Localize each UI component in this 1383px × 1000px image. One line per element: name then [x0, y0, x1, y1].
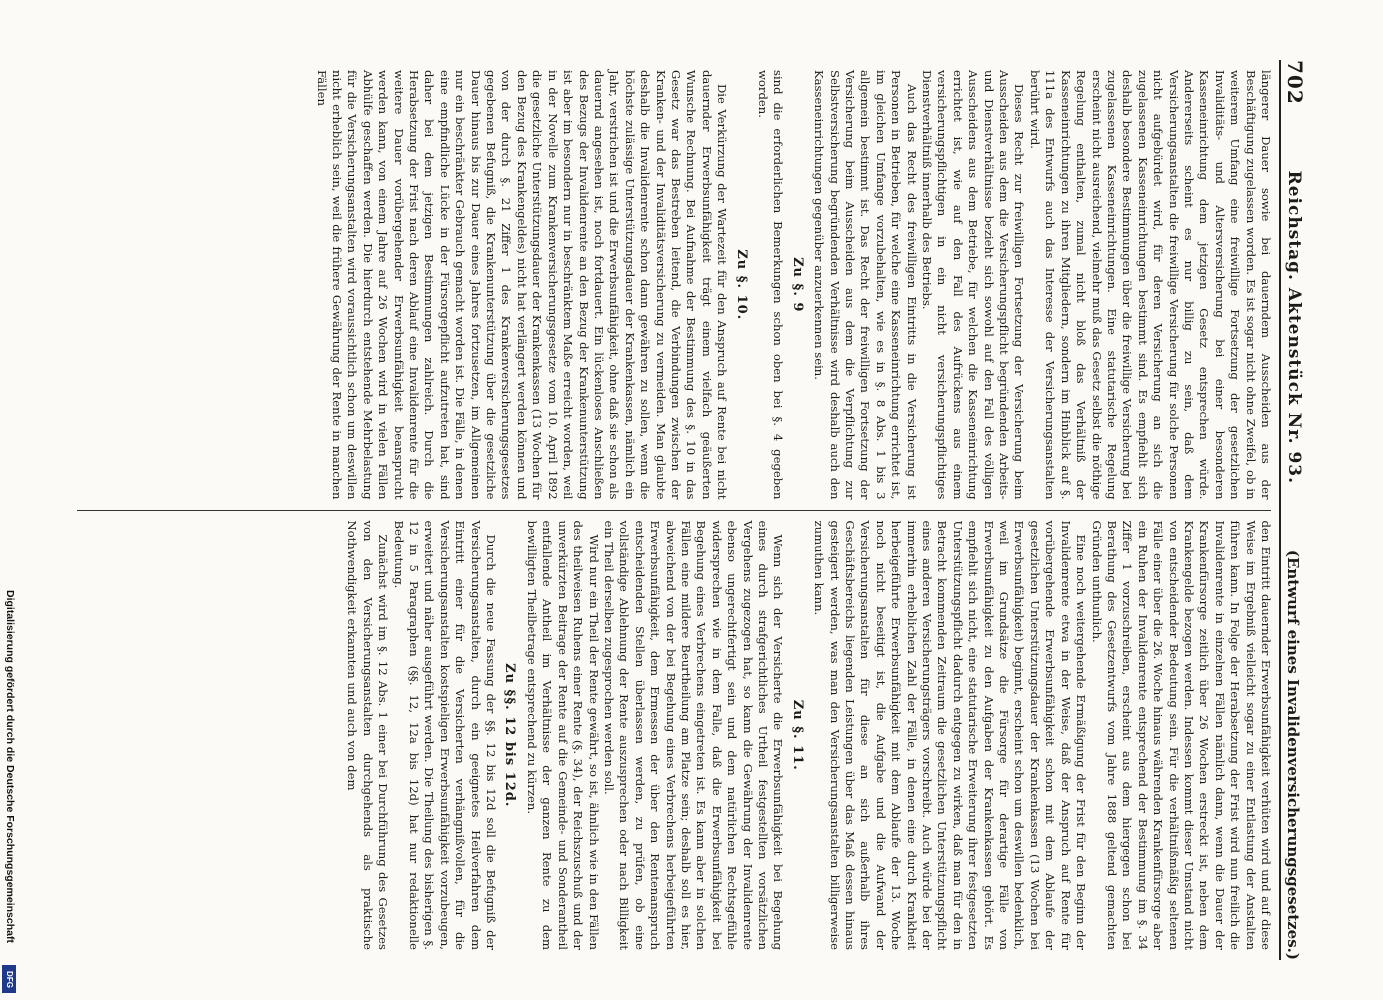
- page-subtitle: (Entwurf eines Invalidenversicherungsgesetzes.): [1284, 549, 1302, 960]
- paragraph: Wird nur ein Theil der Rente gewährt, so ist, ähnlich wie in den Fällen des theilweisen Ruhens einer Rente (§. 34), der Reichszuschuß und der unverkürzten Beitrage der Rente auf die Gemeinde- und Sonderantheil entfallende Antheil im Verhältnisse der ganzen Rente zu dem bewilligten Theilbetrage entsprechend zu kürzen.: [524, 520, 601, 950]
- paragraph: Auch das Recht des freiwilligen Eintritts in die Versicherung ist Personen in Betrieben, für welche eine Kasseneinrichtung errichtet ist, im gleichen Umfange vorzubehalten, wie es in §. 8 Abs. 1 bis 3 allgemein bestimmt ist. Das Recht der freiwilligen Fortsetzung der Versicherung beim Ausscheiden aus dem die Verpflichtung zur Selbstversicherung begründenden Verhältnisse wird deshalb auch den Kasseneinrichtungen gegenüber anzuerkennen sein.: [812, 70, 919, 500]
- paragraph: Durch die neue Fassung der §§. 12 bis 12d soll die Befugniß der Versicherungsanstalten, durch ein geeignetes Heilverfahren dem Eintritt einer für die Versicherten verhängnißvollen, für die Versicherungsanstalten kostspieligen Erwerbsunfähigkeit vorzubeugen, erweitert und näher ausgeführt werden. Die Theilung des bisherigen §. 12 in 5 Paragraphen (§§. 12, 12a bis 12d) hat nur redaktionelle Bedeutung.: [391, 520, 499, 950]
- paragraph: sind die erforderlichen Bemerkungen schon oben bei §. 4 gegeben worden.: [756, 70, 786, 500]
- page-title: Reichstag. Aktenstück Nr. 93.: [1284, 170, 1304, 485]
- section-heading: Zu §§. 12 bis 12d.: [502, 663, 518, 808]
- credit-text: Digitalisierung gefördert durch die Deutsche Forschungsgemeinschaft: [4, 590, 16, 943]
- document-page: [75, 60, 1315, 960]
- section-heading: Zu §. 11.: [789, 699, 805, 771]
- page-header: [1279, 60, 1315, 960]
- page-number: 702: [1283, 60, 1307, 105]
- section-heading: Zu §. 10.: [733, 249, 749, 321]
- paragraph: Dieses Recht zur freiwilligen Fortsetzung der Versicherung beim Ausscheiden aus dem die Versicherungspflicht begründenden Arbeits- und Dienstverhältnisse bezieht sich sowohl auf den Fall des völligen Ausscheidens aus dem Betriebe, für welchen die Kasseneinrichtung errichtet ist, wie auf den Fall des Aufrückens aus einem versicherungspflichtigen in ein nicht versicherungspflichtiges Dienstverhältniß innerhalb des Betriebs.: [920, 70, 1027, 500]
- digitization-credit: [2, 590, 16, 990]
- paragraph: Wenn sich der Versicherte die Erwerbsunfähigkeit bei Begehung eines durch strafgerichtliches Urtheil festgestellten vorsätzlichen Vergehens zugezogen hat, so kann die Gewährung der Invalidenrente ebenso ungerechtfertigt sein und dem natürlichen Rechtsgefühle widersprechen wie in dem Falle, daß die Erwerbsunfähigkeit bei Begehung eines Verbrechens eingetreten ist. Es kann aber in solchen Fällen eine mildere Beurtheilung am Platze sein; deshalb soll es hier, abweichend von der bei Begehung eines Verbrechens herbeigeführten Erwerbsunfähigkeit, dem Ermessen der über den Rentenanspruch entscheidenden Stellen überlassen werden, zu prüfen, ob eine vollständige Ablehnung der Rente auszusprechen oder nach Billigkeit ein Theil derselben zugesprochen werden soll.: [601, 520, 786, 950]
- right-column: [75, 511, 1273, 961]
- text-columns: [75, 60, 1273, 960]
- paragraph: Eine noch weitergehende Ermäßigung der Frist für den Beginn der Invalidenrente etwa in der Weise, daß der Anspruch auf Rente für vorübergehende Erwerbsunfähigkeit schon mit dem Ablaufe der gesetzlichen Unterstützungsdauer der Krankenkassen (13 Wochen bei Erwerbsunfähigkeit) beginnt, erscheint schon um deswillen bedenklich, weil im Grundsätze die Fürsorge für derartige Fälle von Erwerbsunfähigkeit zu den Aufgaben der Krankenkassen gehört. Es empfiehlt sich nicht, eine statutarische Erweiterung ihrer festgesetzten Unterstützungspflicht dadurch entgegen zu wirken, daß man für den in Betracht kommenden Zeitraum die gesetzlichen Unterstützungspflicht eines anderen Versicherungsträgers vorschreibt. Auch würde bei der immerhin erheblichen Zahl der Fälle, in denen eine durch Krankheit herbeigeführte Erwerbsunfähigkeit mit dem Ablaufe der 13. Woche noch nicht beseitigt ist, die Aufgabe und die Aufwand der Versicherungsanstalten für diese an sich außerhalb ihres Geschäftsbereichs liegenden Leistungen über das Maß dessen hinaus gesteigert werden, was man den Versicherungsanstalten billigerweise zumuthen kann.: [812, 520, 1089, 950]
- section-heading: Zu §. 9: [789, 257, 805, 313]
- dfg-logo-icon: [2, 965, 16, 993]
- paragraph: den Eintritt dauernder Erwerbsunfähigkeit verhüten wird und auf diese Weise im Ergebniß vielleicht sogar zu einer Entlastung der Anstalten führen kann. In Folge der Herabsetzung der Frist wird nun freilich die Invalidenrente in einzelnen Fällen nämlich dann, wenn die Dauer der Krankenfürsorge zeitlich über 26 Wochen erstreckt ist, neben dem Krankengelde bezogen werden. Indessen kommt dieser Umstand nicht von entscheidender Bedeutung sein. Für die verhältnißmäßig seltenen Fälle einer über die 26. Woche hinaus währenden Krankenfürsorge aber ein Ruhen der Invalidenrente entsprechend der Bestimmung im §. 34 Ziffer 1 vorzuschreiben, erscheint aus dem hiergegen schon bei Berathung des Gesetzentwurfs vom Jahre 1888 geltend gemachten Gründen unthunlich.: [1089, 520, 1273, 950]
- paragraph: Zunächst wird im §. 12 Abs. 1 einer bei Durchführung des Gesetzes von den Versicherungsanstalten durchgehends als praktische Nothwendigkeit erkannten und auch von dem: [345, 520, 391, 950]
- paragraph: Die Verkürzung der Wartezeit für den Anspruch auf Rente bei nicht dauernder Erwerbsunfähigkeit trägt einem vielfach geäußerten Wunsche Rechnung. Bei Aufnahme der Bestimmung des §. 10 in das Gesetz war das Bestreben leitend, die Verbindungen zwischen der Kranken- und der Invaliditätsversicherung zu vermeiden. Man glaubte deshalb die Invalidenrente schon dann gewähren zu sollen, wenn die höchste zulässige Unterstützungsdauer der Krankenkassen, nämlich ein Jahr, verstrichen ist und die Erwerbsunfähigkeit, ohne daß sie schon als dauernd angesehen ist, noch fortdauert. Ein lückenloses Anschließen des Bezugs der Invalidenrente an den Bezug der Krankenunterstützung ist aber im besondern nur in beschränktem Maße erreicht worden, weil in der Novelle zum Krankenversicherungsgesetze vom 10. April 1892 die gesetzliche Unterstützungsdauer der Krankenkassen (13 Wochen für den Bezug des Krankengeldes) nicht hat verlängert werden können und von der durch §. 21 Ziffer 1 des Krankenversicherungsgesetzes gegebenen Befugniß, die Krankenunterstützung über die gesetzliche Dauer hinaus bis zur Dauer eines Jahres fortzusetzen, im Allgemeinen nur ein beschränkter Gebrauch gemacht worden ist. Die Fälle, in denen eine empfindliche Lücke in der Fürsorgepflicht aufzutreten hat, sind daher bei dem jetzigen Bestimmungen zahlreich. Durch die Herabsetzung der Frist nach deren Ablauf eine Invalidenrente für die weitere Dauer vorübergehender Erwerbsunfähigkeit beansprucht werden kann, von einem Jahre auf 26 Wochen wird in vielen Fällen Abhülfe geschaffen werden. Die hierdurch entstehende Mehrbelastung für die Versicherungsanstalten wird voraussichtlich schon um deswillen nicht erheblich sein, weil die frühere Gewährung der Rente in manchen Fällen: [314, 70, 730, 500]
- paragraph: längerer Dauer sowie bei dauerndem Ausscheiden aus der Beschäftigung zugelassen worden. Es ist sogar nicht ohne Zweifel, ob in weiterem Umfang eine freiwillige Fortsetzung der gesetzlichen Invaliditäts- und Altersversicherung bei einer besonderen Kasseneinrichtung dem jetzigen Gesetz entsprechen würde. Andererseits scheint es nur billig zu sein, daß dem Versicherungsanstalten die freiwillige Versicherung für solche Personen nicht aufgebürdet wird, für deren Versicherung an sich die zugelassenen Kasseneinrichtungen bestimmt sind. Es empfiehlt sich deshalb besondere Bestimmungen über die freiwillige Versicherung bei zugelassenen Kasseneinrichtungen. Eine statutarische Regelung erscheint nicht ausreichend, vielmehr muß das Gesetz selbst die nöthige Regelung enthalten, zumal nicht bloß das Verhältniß der Kasseneinrichtungen zu ihren Mitgliedern, sondern im Hinblick auf §. 111a des Entwurfs auch das Interesse der Versicherungsanstalten berührt wird.: [1027, 70, 1273, 500]
- left-column: [75, 60, 1273, 510]
- dfg-logo-text: DFG: [4, 970, 14, 988]
